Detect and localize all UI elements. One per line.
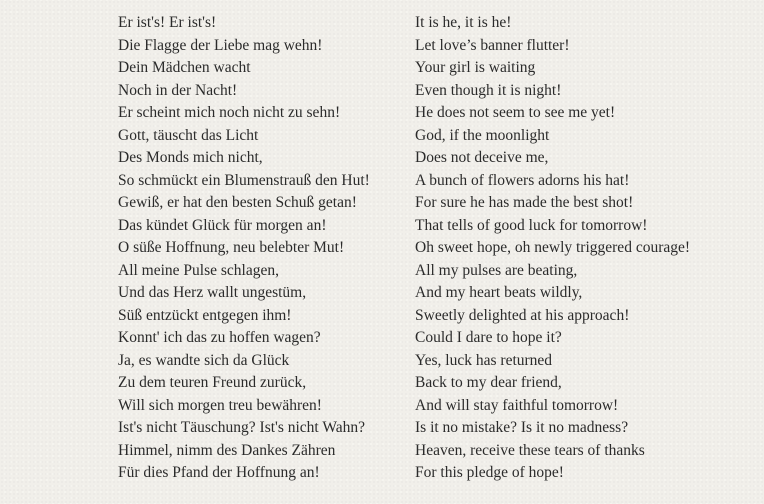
german-line: Gott, täuscht das Licht	[118, 126, 259, 144]
german-line: Ist's nicht Täuschung? Ist's nicht Wahn?	[118, 419, 365, 436]
english-line: Is it no mistake? Is it no madness?	[415, 419, 629, 436]
english-line: For sure he has made the best shot!	[415, 194, 634, 211]
english-line: It is he, it is he!	[415, 14, 512, 31]
english-line: He does not seem to see me yet!	[415, 104, 616, 121]
german-line: Zu dem teuren Freund zurück,	[118, 374, 307, 391]
english-line: Your girl is waiting	[415, 59, 536, 76]
german-line: Das kündet Glück für morgen an!	[118, 216, 327, 234]
english-line: A bunch of flowers adorns his hat!	[415, 171, 630, 189]
german-line: Und das Herz wallt ungestüm,	[118, 284, 307, 301]
german-line: Dein Mädchen wacht	[118, 59, 251, 76]
english-line: Heaven, receive these tears of thanks	[415, 441, 645, 459]
english-line: Let love’s banner flutter!	[415, 36, 570, 54]
english-line: Back to my dear friend,	[415, 374, 562, 391]
german-line: Noch in der Nacht!	[118, 81, 238, 99]
english-line: For this pledge of hope!	[415, 464, 564, 481]
english-line: And will stay faithful tomorrow!	[415, 396, 619, 414]
german-line: Die Flagge der Liebe mag wehn!	[118, 36, 323, 54]
english-text-column	[415, 12, 690, 485]
german-line: Er ist's! Er ist's!	[118, 14, 217, 31]
english-line: Sweetly delighted at his approach!	[415, 306, 630, 324]
english-line: That tells of good luck for tomorrow!	[415, 216, 648, 234]
english-line: And my heart beats wildly,	[415, 284, 583, 301]
german-line: All meine Pulse schlagen,	[118, 261, 279, 279]
english-line: Yes, luck has returned	[415, 351, 553, 369]
english-line: God, if the moonlight	[415, 126, 550, 144]
english-line: Even though it is night!	[415, 81, 562, 99]
english-line: Could I dare to hope it?	[415, 329, 562, 346]
german-text-column	[118, 12, 370, 485]
german-line: Süß entzückt entgegen ihm!	[118, 306, 292, 324]
english-line: Oh sweet hope, oh newly triggered courage!	[415, 239, 691, 256]
german-line: Himmel, nimm des Dankes Zähren	[118, 441, 336, 459]
english-line: All my pulses are beating,	[415, 261, 578, 279]
german-line: O süße Hoffnung, neu belebter Mut!	[118, 239, 345, 256]
german-line: Gewiß, er hat den besten Schuß getan!	[118, 194, 357, 211]
german-line: Er scheint mich noch nicht zu sehn!	[118, 104, 341, 121]
german-line: So schmückt ein Blumenstrauß den Hut!	[118, 171, 370, 189]
german-line: Konnt' ich das zu hoffen wagen?	[118, 329, 321, 346]
german-line: Ja, es wandte sich da Glück	[118, 351, 290, 369]
german-line: Des Monds mich nicht,	[118, 149, 263, 166]
german-line: Will sich morgen treu bewähren!	[118, 396, 322, 414]
english-line: Does not deceive me,	[415, 149, 549, 166]
german-line: Für dies Pfand der Hoffnung an!	[118, 464, 320, 481]
